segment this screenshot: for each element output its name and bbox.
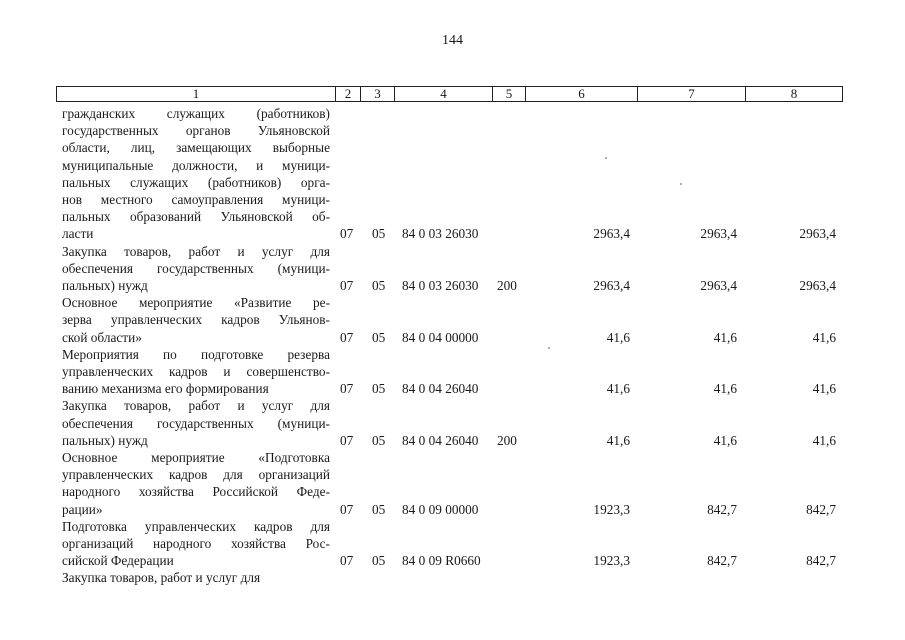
row-description-line: пальных служащих (работников) орга- xyxy=(62,174,330,190)
amount-col-7: 2963,4 xyxy=(700,226,737,242)
row-description xyxy=(62,105,330,243)
table-body xyxy=(0,105,905,587)
row-codes xyxy=(0,432,905,449)
target-article-code: 84 0 03 26030 xyxy=(402,278,479,294)
expense-type-code: 200 xyxy=(497,278,517,294)
amount-col-8: 2963,4 xyxy=(799,226,836,242)
row-description-line: организаций народного хозяйства Рос- xyxy=(62,536,330,552)
subsection-code: 05 xyxy=(372,329,386,345)
subsection-code: 05 xyxy=(372,432,386,448)
header-col-5: 5 xyxy=(492,87,525,101)
table-row xyxy=(0,294,905,346)
row-description-line: рации» xyxy=(62,501,103,517)
page-number: 144 xyxy=(442,33,463,48)
row-codes xyxy=(0,277,905,294)
amount-col-7: 842,7 xyxy=(707,553,737,569)
header-col-4: 4 xyxy=(394,87,492,101)
subsection-code: 05 xyxy=(372,381,386,397)
table-row xyxy=(0,449,905,518)
scan-speck xyxy=(605,157,607,159)
target-article-code: 84 0 04 26040 xyxy=(402,432,479,448)
row-description-line: ванию механизма его формирования xyxy=(62,381,269,397)
header-col-8: 8 xyxy=(745,87,842,101)
section-code: 07 xyxy=(340,226,354,242)
row-description-line: сийской Федерации xyxy=(62,553,174,569)
amount-col-7: 41,6 xyxy=(713,432,737,448)
amount-col-8: 2963,4 xyxy=(799,278,836,294)
row-codes xyxy=(0,570,905,587)
section-code: 07 xyxy=(340,553,354,569)
amount-col-6: 41,6 xyxy=(606,381,630,397)
row-description-line: зерва управленческих кадров Ульянов- xyxy=(62,312,330,328)
amount-col-7: 2963,4 xyxy=(700,278,737,294)
section-code: 07 xyxy=(340,432,354,448)
header-col-6: 6 xyxy=(525,87,637,101)
amount-col-7: 41,6 xyxy=(713,329,737,345)
subsection-code: 05 xyxy=(372,553,386,569)
scan-speck xyxy=(680,183,682,185)
amount-col-8: 842,7 xyxy=(806,501,836,517)
target-article-code: 84 0 04 00000 xyxy=(402,329,479,345)
row-description-line: управленческих кадров и совершенство- xyxy=(62,364,330,380)
subsection-code: 05 xyxy=(372,501,386,517)
row-description-line: Основное мероприятие «Развитие ре- xyxy=(62,295,330,311)
target-article-code: 84 0 04 26040 xyxy=(402,381,479,397)
table-row xyxy=(0,397,905,449)
row-description-line: обеспечения государственных (муници- xyxy=(62,260,330,276)
table-row xyxy=(0,346,905,398)
row-description-line: Основное мероприятие «Подготовка xyxy=(62,450,330,466)
section-code: 07 xyxy=(340,501,354,517)
amount-col-8: 842,7 xyxy=(806,553,836,569)
row-description-line: ской области» xyxy=(62,329,142,345)
row-description-line: пальных) нужд xyxy=(62,432,148,448)
row-description-line: Закупка товаров, работ и услуг для xyxy=(62,398,330,414)
row-description-line: гражданских служащих (работников) xyxy=(62,106,330,121)
row-codes xyxy=(0,380,905,397)
row-description-line: Закупка товаров, работ и услуг для xyxy=(62,570,261,586)
header-col-3: 3 xyxy=(360,87,394,101)
row-codes xyxy=(0,329,905,346)
amount-col-8: 41,6 xyxy=(812,329,836,345)
section-code: 07 xyxy=(340,278,354,294)
amount-col-6: 1923,3 xyxy=(593,553,630,569)
row-description-line: обеспечения государственных (муници- xyxy=(62,415,330,431)
subsection-code: 05 xyxy=(372,226,386,242)
row-description-line: Подготовка управленческих кадров для xyxy=(62,518,330,534)
row-codes xyxy=(0,552,905,569)
header-col-2: 2 xyxy=(335,87,360,101)
header-col-1: 1 xyxy=(192,86,200,101)
table-header-row xyxy=(56,86,843,102)
amount-col-6: 2963,4 xyxy=(593,278,630,294)
row-description-line: Мероприятия по подготовке резерва xyxy=(62,346,330,362)
target-article-code: 84 0 09 00000 xyxy=(402,501,479,517)
row-description-line: управленческих кадров для организаций xyxy=(62,467,330,483)
table-row xyxy=(0,243,905,295)
row-description-line: народного хозяйства Российской Феде- xyxy=(62,484,330,500)
row-description-line: ласти xyxy=(62,226,94,242)
table-row xyxy=(0,518,905,570)
amount-col-7: 842,7 xyxy=(707,501,737,517)
row-description-line: нов местного самоуправления муници- xyxy=(62,192,330,208)
target-article-code: 84 0 09 R0660 xyxy=(402,553,481,569)
amount-col-6: 2963,4 xyxy=(593,226,630,242)
table-row xyxy=(0,105,905,243)
scan-speck xyxy=(548,347,550,349)
header-col-7: 7 xyxy=(637,87,745,101)
subsection-code: 05 xyxy=(372,278,386,294)
amount-col-6: 1923,3 xyxy=(593,501,630,517)
amount-col-6: 41,6 xyxy=(606,432,630,448)
row-codes xyxy=(0,501,905,518)
amount-col-6: 41,6 xyxy=(606,329,630,345)
row-description-line: пальных образований Ульяновской об- xyxy=(62,209,330,225)
amount-col-7: 41,6 xyxy=(713,381,737,397)
row-description-line: государственных органов Ульяновской xyxy=(62,123,330,139)
row-description-line: области, лиц, замещающих выборные xyxy=(62,140,330,156)
row-description-line: муниципальные должности, и муници- xyxy=(62,157,330,173)
target-article-code: 84 0 03 26030 xyxy=(402,226,479,242)
row-description-line: пальных) нужд xyxy=(62,278,148,294)
table-row xyxy=(0,569,905,586)
amount-col-8: 41,6 xyxy=(812,381,836,397)
row-codes xyxy=(0,225,905,242)
expense-type-code: 200 xyxy=(497,432,517,448)
section-code: 07 xyxy=(340,381,354,397)
row-description-line: Закупка товаров, работ и услуг для xyxy=(62,243,330,259)
amount-col-8: 41,6 xyxy=(812,432,836,448)
section-code: 07 xyxy=(340,329,354,345)
